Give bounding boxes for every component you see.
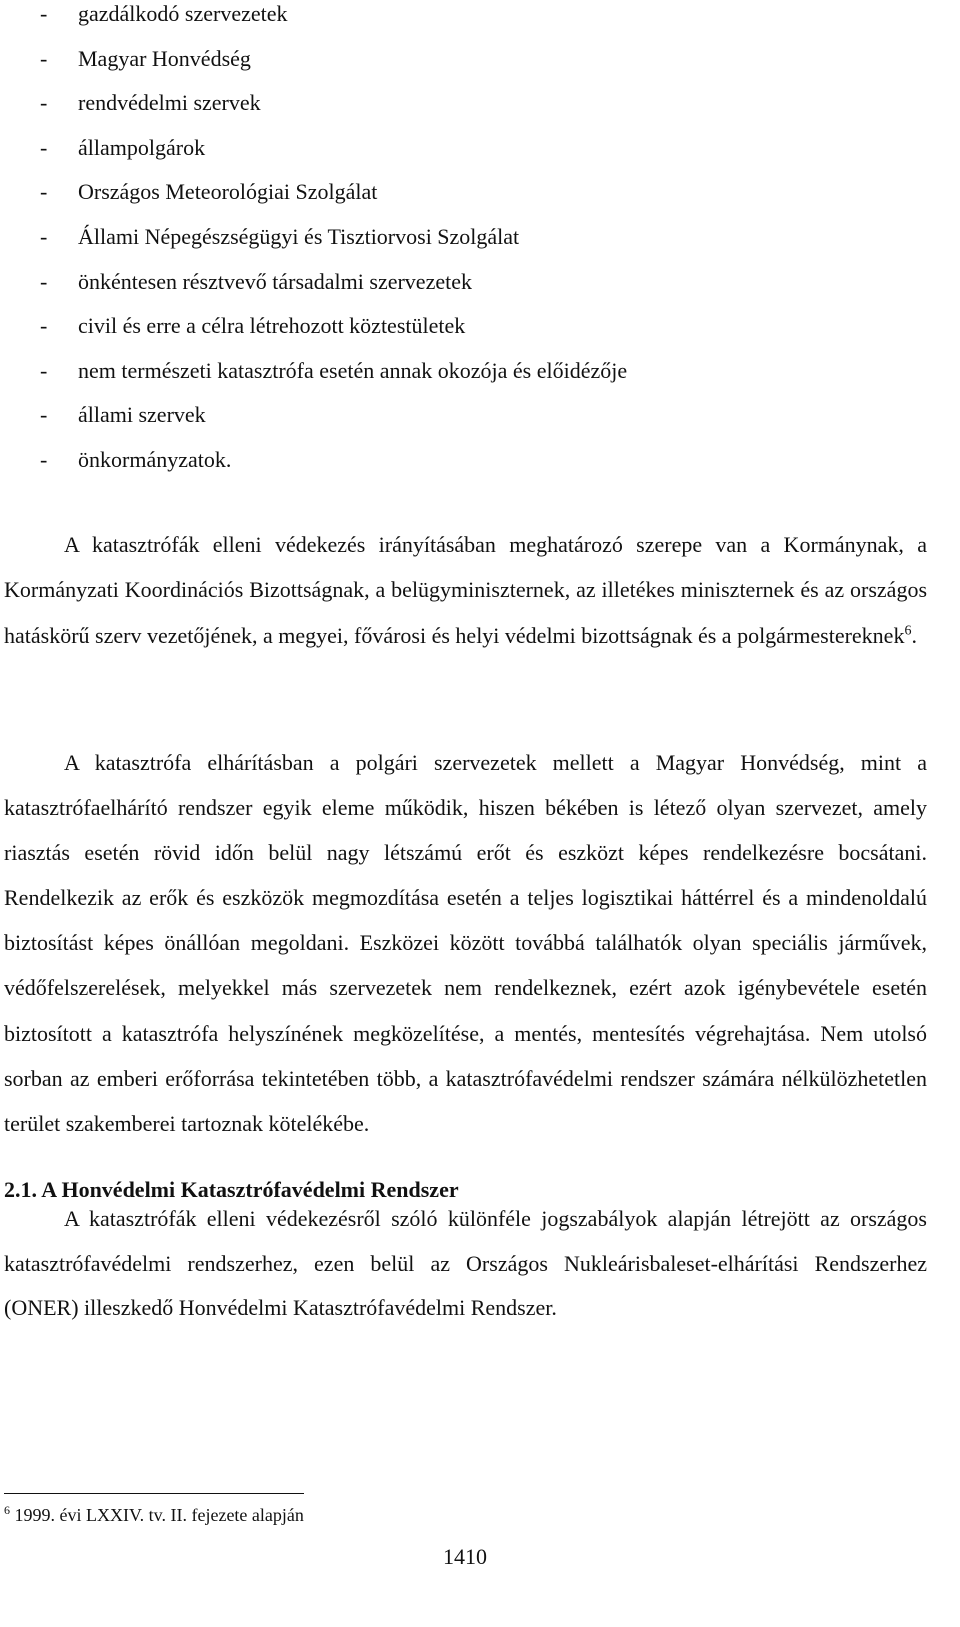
- list-item-text: rendvédelmi szervek: [78, 90, 261, 116]
- list-item: [40, 178, 920, 223]
- paragraph-defence-disaster-system: A katasztrófák elleni védekezésről szóló különféle jogszabályok alapján létrejött az országos katasztrófavédelmi rendszerhez, ezen belül az Országos Nukleárisbaleset-elhárítási Rendszerhez (ONER) illeszkedő Honvédelmi Katasztrófavédelmi Rendszer.: [4, 1206, 927, 1320]
- bullet-marker: -: [40, 90, 48, 116]
- footnote-marker: 6: [4, 1503, 10, 1517]
- list-item: [40, 446, 920, 491]
- footnote-separator: [4, 1493, 304, 1494]
- bullet-marker: -: [40, 357, 48, 383]
- list-item-text: önkéntesen résztvevő társadalmi szervezetek: [78, 268, 472, 294]
- paragraph-text: A katasztrófák elleni védekezés irányításában meghatározó szerepe van a Kormánynak, a Kormányzati Koordinációs Bizottságnak, a belügyminiszternek, az illetékes miniszternek és az országos hatáskörű szerv vezetőjének, a megyei, fővárosi és helyi védelmi bizottságnak és a polgármestereknek: [4, 532, 927, 648]
- list-item-text: civil és erre a célra létrehozott köztestületek: [78, 313, 466, 339]
- list-item-text: önkormányzatok.: [78, 446, 232, 472]
- list-item: [40, 357, 920, 402]
- list-item: [40, 401, 920, 446]
- footnote-text: 1999. évi LXXIV. tv. II. fejezete alapján: [14, 1505, 304, 1525]
- bullet-marker: -: [40, 45, 48, 71]
- section-heading: 2.1. A Honvédelmi Katasztrófavédelmi Rendszer: [4, 1177, 459, 1202]
- paragraph-hungarian-defence-forces: A katasztrófa elhárításban a polgári szervezetek mellett a Magyar Honvédség, mint a katasztrófaelhárító rendszer egyik eleme működik, hiszen békében is létező olyan szervezet, amely riasztás esetén rövid időn belül nagy létszámú erőt és eszközt képes rendelkezésre bocsátani. Rendelkezik az erők és eszközök megmozdítása esetén a teljes logisztikai háttérrel és a mindenoldalú biztosítást képes önállóan megoldani. Eszközei között továbbá találhatók olyan speciális járművek, védőfelszerelések, melyekkel más szervezetek nem rendelkeznek, ezért azok igénybevétele esetén biztosított a katasztrófa helyszínének megközelítése, a mentés, mentesítés végrehajtása. Nem utolsó sorban az emberi erőforrása tekintetében több, a katasztrófavédelmi rendszer számára nélkülözhetetlen terület szakemberei tartoznak kötelékébe.: [4, 750, 927, 1136]
- list-item-text: gazdálkodó szervezetek: [78, 1, 288, 26]
- list-item: [40, 223, 920, 268]
- paragraph-disaster-management-roles: [4, 522, 927, 658]
- list-item-text: állami szervek: [78, 402, 206, 428]
- bullet-marker: -: [40, 446, 48, 472]
- list-item: [40, 0, 920, 45]
- bullet-marker: -: [40, 268, 48, 294]
- paragraph-end-punctuation: .: [911, 622, 917, 648]
- footnote-reference: 6: [904, 623, 912, 639]
- list-item-text: Magyar Honvédség: [78, 45, 251, 71]
- list-item-text: állampolgárok: [78, 134, 206, 160]
- list-item-text: nem természeti katasztrófa esetén annak okozója és előidézője: [78, 357, 628, 383]
- bullet-list: [40, 0, 920, 491]
- list-item: [40, 45, 920, 90]
- list-item: [40, 89, 920, 134]
- bullet-marker: -: [40, 134, 48, 160]
- bullet-marker: -: [40, 223, 48, 249]
- list-item: [40, 268, 920, 313]
- list-item-text: Országos Meteorológiai Szolgálat: [78, 179, 378, 205]
- list-item: [40, 134, 920, 179]
- bullet-marker: -: [40, 402, 48, 428]
- page-number: 1410: [443, 1544, 487, 1569]
- list-item: [40, 312, 920, 357]
- bullet-marker: -: [40, 313, 48, 339]
- footnote: [4, 1503, 304, 1527]
- bullet-marker: -: [40, 1, 48, 26]
- bullet-marker: -: [40, 179, 48, 205]
- list-item-text: Állami Népegészségügyi és Tisztiorvosi Szolgálat: [78, 223, 520, 249]
